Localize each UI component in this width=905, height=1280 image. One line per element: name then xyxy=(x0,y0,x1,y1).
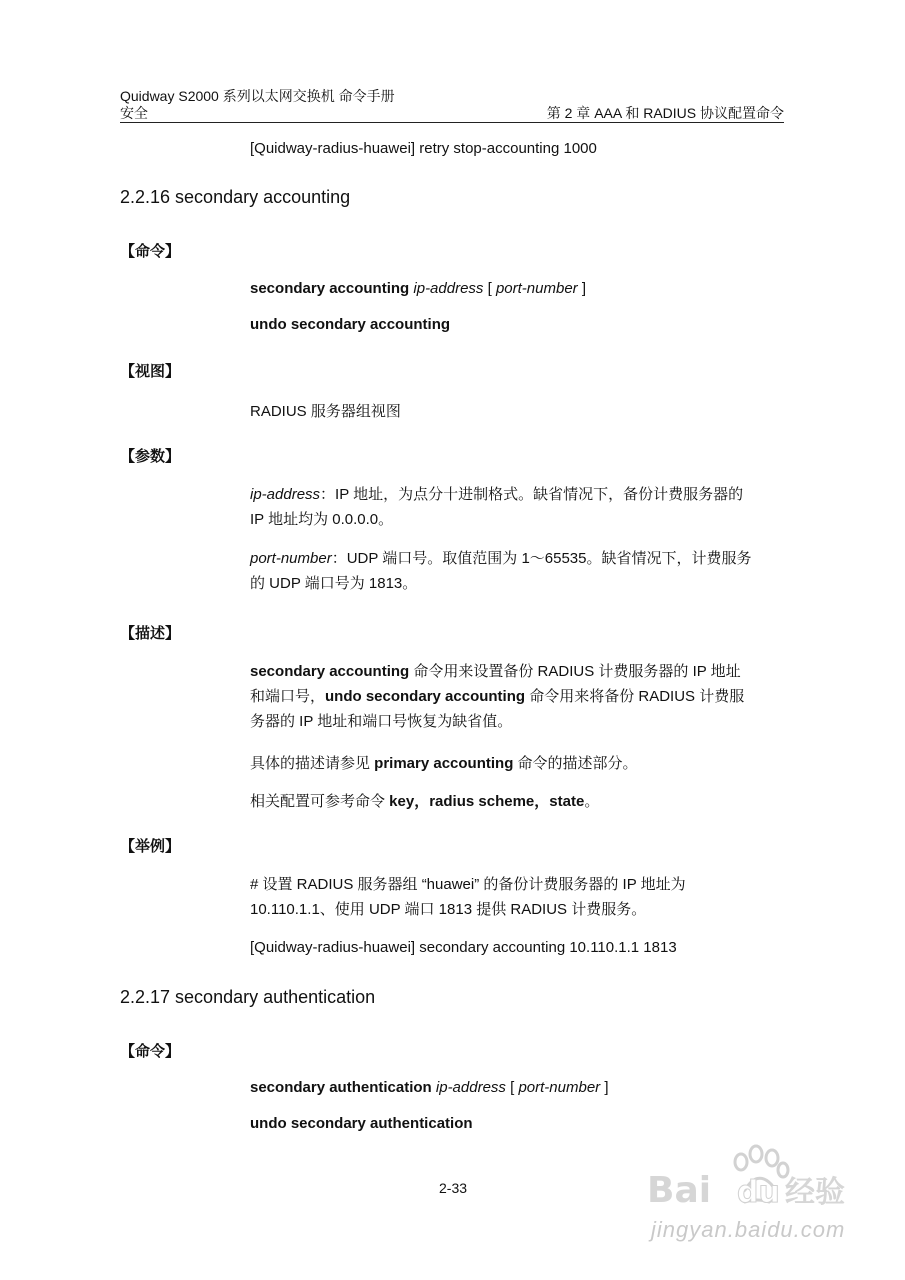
book-title: Quidway S2000 系列以太网交换机 命令手册 xyxy=(120,88,395,104)
tag-command-2217: 【命令】 xyxy=(120,1043,181,1060)
section-heading-2216: 2.2.16 secondary accounting xyxy=(120,187,351,207)
description-paragraph: secondary accounting 命令用来设置备份 RADIUS 计费服务器的 IP 地址 和端口号，undo secondary accounting 命令用来将备份 RADIUS 计费服 务器的 IP 地址和端口号恢复为缺省值。 xyxy=(250,663,745,730)
tag-parameters: 【参数】 xyxy=(120,448,181,465)
example-command: [Quidway-radius-huawei] secondary accounting 10.110.1.1 1813 xyxy=(250,939,677,956)
top-example-command: [Quidway-radius-huawei] retry stop-accounting 1000 xyxy=(250,140,597,157)
tag-view: 【视图】 xyxy=(120,363,181,380)
param-port-number: port-number：UDP 端口号。取值范围为 1～65535。缺省情况下，计费服务 的 UDP 端口号为 1813。 xyxy=(250,550,752,592)
watermark-url: jingyan.baidu.com xyxy=(651,1217,846,1242)
baidu-jingyan-watermark-logo xyxy=(645,1140,855,1220)
page-number: 2-33 xyxy=(439,1180,468,1196)
svg-text:Bai: Bai xyxy=(647,1170,712,1211)
tag-description: 【描述】 xyxy=(120,625,181,642)
view-text: RADIUS 服务器组视图 xyxy=(250,403,401,420)
command-syntax-2217: secondary authentication ip-address [ port-number ] xyxy=(250,1079,609,1096)
command-syntax: secondary accounting ip-address [ port-number ] xyxy=(250,280,586,297)
example-description: # 设置 RADIUS 服务器组 “huawei” 的备份计费服务器的 IP 地址为 10.110.1.1、使用 UDP 端口 1813 提供 RADIUS 计费服务。 xyxy=(250,876,686,918)
section-heading-2217: 2.2.17 secondary authentication xyxy=(120,987,376,1007)
undo-command-syntax: undo secondary accounting xyxy=(250,316,451,333)
related-commands: 相关配置可参考命令 key，radius scheme，state。 xyxy=(250,793,600,810)
tag-command: 【命令】 xyxy=(120,243,181,260)
reference-paragraph: 具体的描述请参见 primary accounting 命令的描述部分。 xyxy=(250,755,638,772)
svg-text:du: du xyxy=(737,1175,780,1210)
tag-example: 【举例】 xyxy=(120,838,181,855)
chapter-title: 第 2 章 AAA 和 RADIUS 协议配置命令 xyxy=(546,105,784,121)
svg-text:经验: 经验 xyxy=(785,1175,845,1210)
param-ip-address: ip-address：IP 地址，为点分十进制格式。缺省情况下，备份计费服务器的 IP 地址均为 0.0.0.0。 xyxy=(250,486,744,528)
header-rule xyxy=(120,122,784,123)
undo-command-syntax-2217: undo secondary authentication xyxy=(250,1115,473,1132)
section-label: 安全 xyxy=(120,105,148,121)
